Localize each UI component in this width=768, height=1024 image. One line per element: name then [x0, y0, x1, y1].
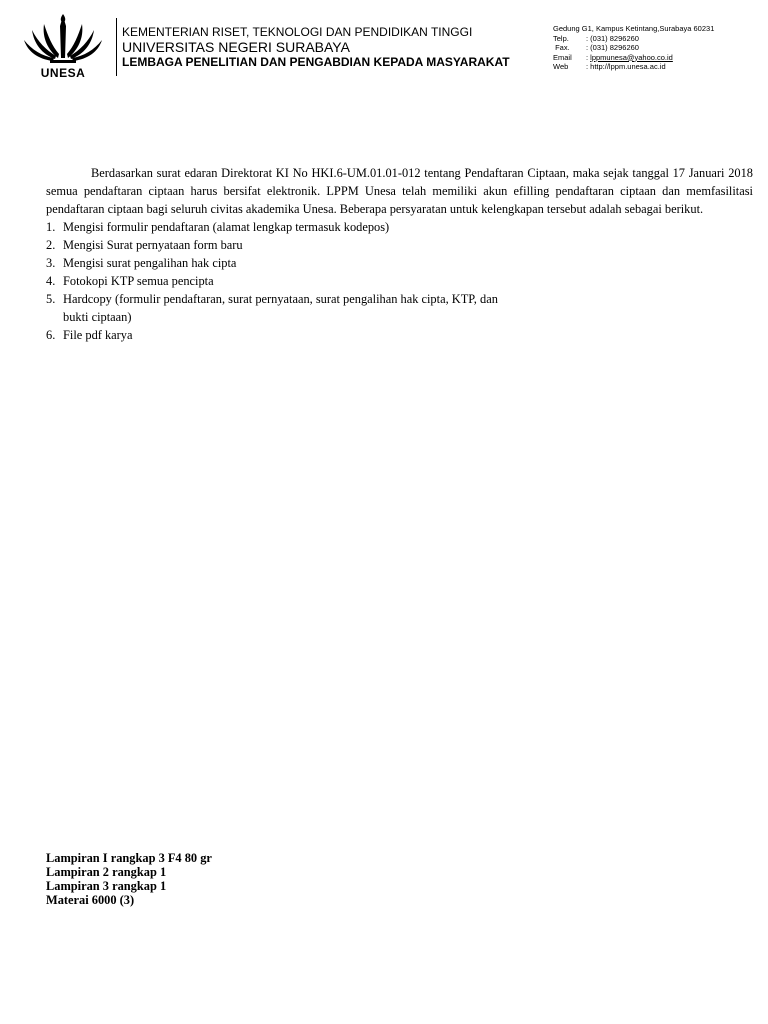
list-item-number: 4. — [46, 274, 56, 288]
list-item-continuation-text: bukti ciptaan) — [63, 310, 132, 324]
attachment-line: Lampiran I rangkap 3 F4 80 gr — [46, 851, 212, 865]
telp-label: Telp. — [553, 33, 569, 43]
institute-name: LEMBAGA PENELITIAN DAN PENGABDIAN KEPADA MASYARAKAT — [122, 55, 510, 69]
telp-row — [553, 34, 714, 44]
list-item — [46, 218, 753, 236]
email-row — [553, 53, 714, 63]
fax-row — [553, 43, 714, 53]
list-item-text: File pdf karya — [63, 328, 133, 342]
list-item — [46, 326, 753, 344]
list-item — [46, 236, 753, 254]
web-label: Web — [553, 62, 569, 71]
email-prefix: : — [586, 52, 591, 62]
list-item-number: 2. — [46, 238, 56, 252]
university-logo — [22, 14, 104, 80]
ministry-name: KEMENTERIAN RISET, TEKNOLOGI DAN PENDIDIKAN TINGGI — [122, 25, 473, 39]
logo-text: UNESA — [40, 66, 86, 80]
unesa-emblem-icon — [22, 14, 104, 68]
intro-paragraph: Berdasarkan surat edaran Direktorat KI No HKI.6-UM.01.01-012 tentang Pendaftaran Ciptaan, maka sejak tanggal 17 Januari 2018 semua pendaftaran ciptaan harus bersifat elektronik. LPPM Unesa telah memiliki akun efilling pendaftaran ciptaan dan memfasilitasi pendaftaran ciptaan bagi seluruh civitas akademika Unesa. Beberapa persyaratan untuk kelengkapan tersebut adalah sebagai berikut. — [46, 166, 753, 216]
list-item-number: 5. — [46, 292, 56, 306]
list-item — [46, 272, 753, 290]
fax-label: Fax. — [553, 43, 570, 52]
list-item-text: Mengisi formulir pendaftaran (alamat lengkap termasuk kodepos) — [63, 220, 390, 234]
web-link[interactable]: http://lppm.unesa.ac.id — [590, 62, 666, 71]
list-item-text: Fotokopi KTP semua pencipta — [63, 274, 214, 288]
list-item-number: 1. — [46, 220, 56, 234]
web-row — [553, 62, 714, 72]
address-line: Gedung G1, Kampus Ketintang,Surabaya 60231 — [553, 24, 715, 33]
list-item-number: 6. — [46, 328, 56, 342]
institution-header — [122, 26, 510, 68]
list-item-number: 3. — [46, 256, 56, 270]
list-item — [46, 290, 753, 308]
requirements-list — [46, 218, 753, 344]
telp-value: : (031) 8296260 — [586, 33, 639, 43]
list-item-continuation — [46, 308, 753, 326]
attachment-line: Lampiran 2 rangkap 1 — [46, 865, 167, 879]
university-name: UNIVERSITAS NEGERI SURABAYA — [122, 39, 350, 55]
attachment-line: Materai 6000 (3) — [46, 893, 135, 907]
list-item — [46, 254, 753, 272]
web-prefix: : — [586, 62, 591, 71]
email-link[interactable]: lppmunesa@yahoo.co.id — [590, 52, 673, 62]
list-item-text: Mengisi Surat pernyataan form baru — [63, 238, 243, 252]
list-item-text: Mengisi surat pengalihan hak cipta — [63, 256, 237, 270]
attachment-line: Lampiran 3 rangkap 1 — [46, 879, 167, 893]
email-label: Email — [553, 52, 572, 62]
contact-block — [553, 24, 714, 72]
attachments-block — [46, 851, 212, 907]
header-divider — [116, 18, 117, 76]
letter-body — [46, 164, 753, 344]
list-item-text: Hardcopy (formulir pendaftaran, surat pernyataan, surat pengalihan hak cipta, KTP, dan — [63, 292, 498, 306]
fax-value: : (031) 8296260 — [586, 43, 639, 52]
